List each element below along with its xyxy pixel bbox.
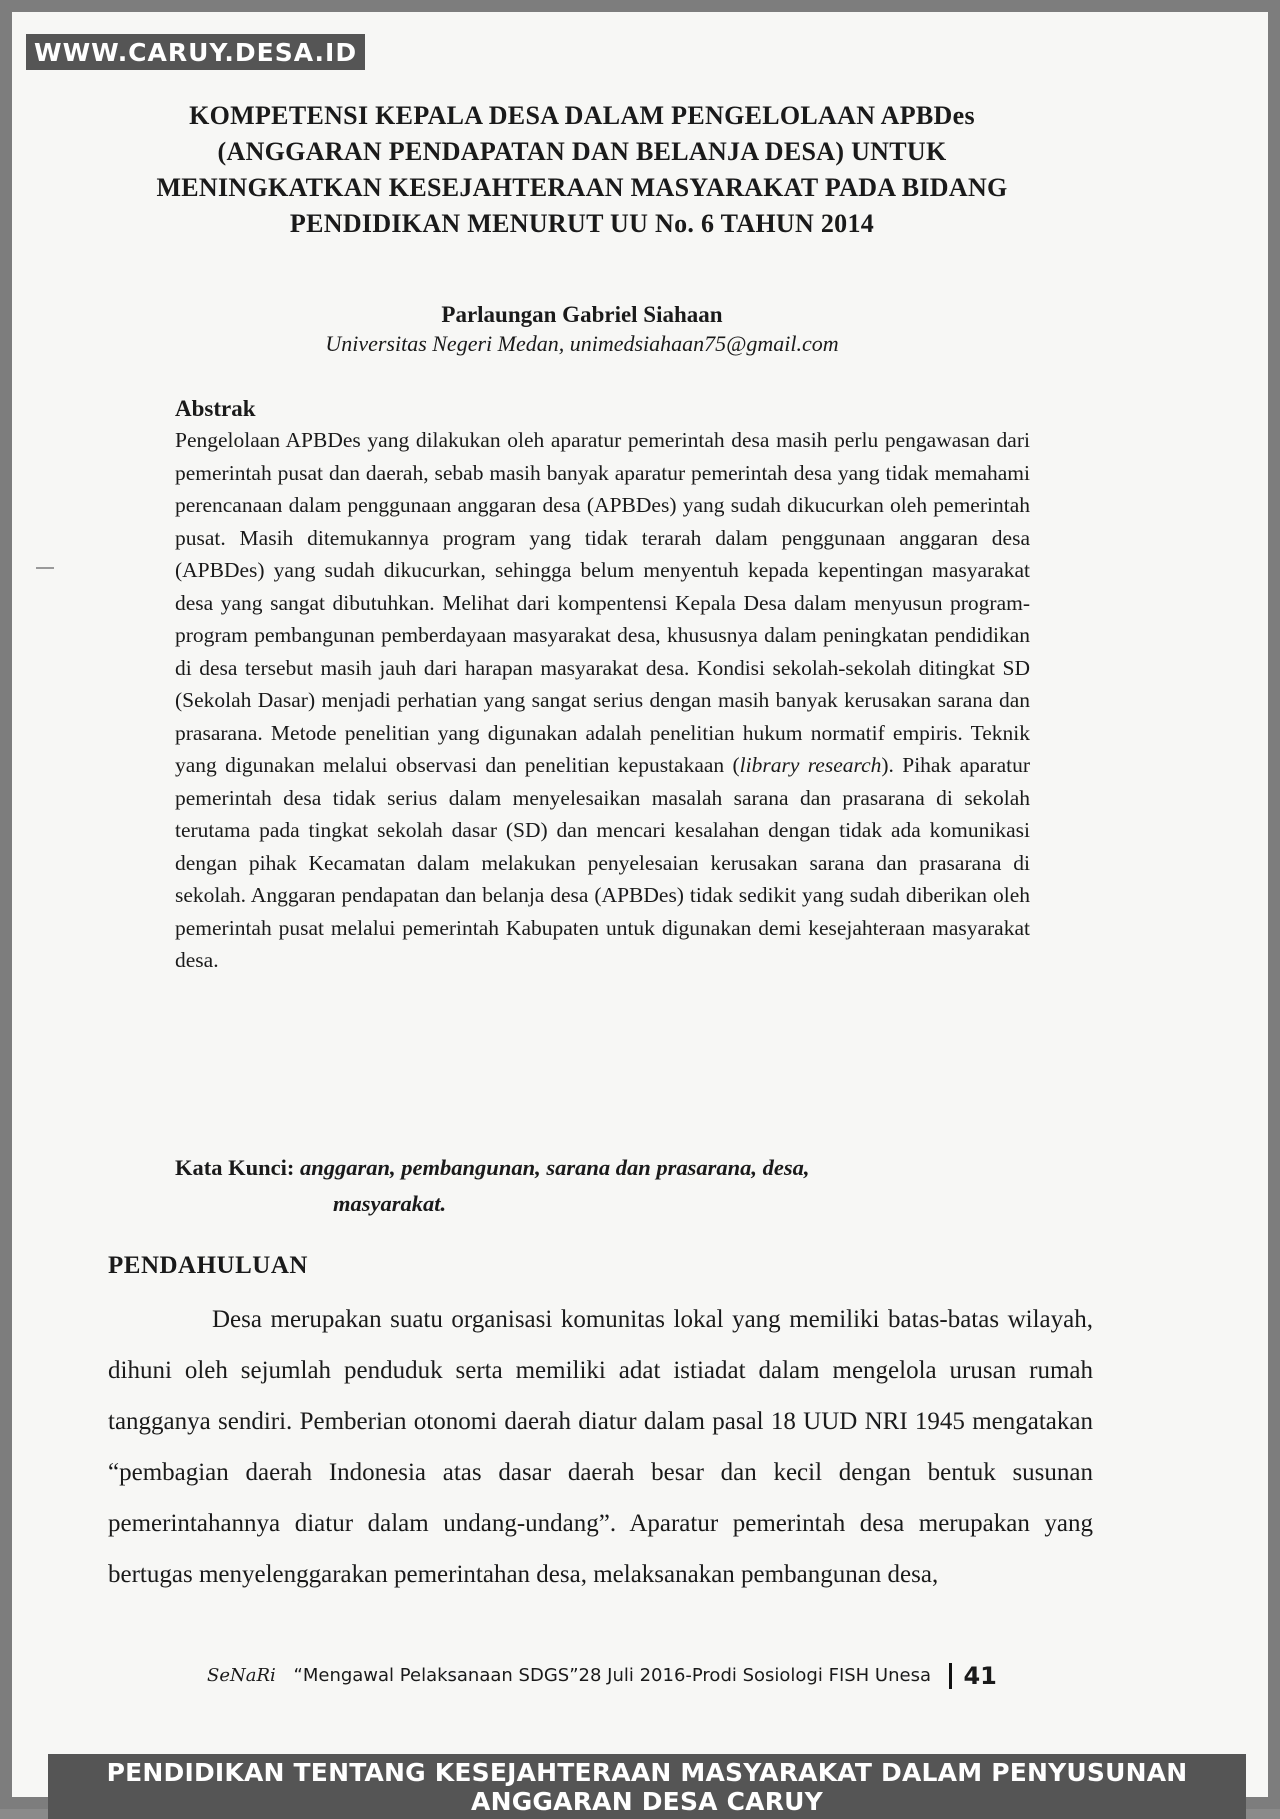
page-number: 41	[963, 1662, 997, 1690]
site-watermark-bottom: PENDIDIKAN TENTANG KESEJAHTERAAN MASYARAKAT DALAM PENYUSUNAN ANGGARAN DESA CARUY	[48, 1754, 1246, 1819]
title-line: KOMPETENSI KEPALA DESA DALAM PENGELOLAAN APBDes	[189, 101, 975, 130]
keywords	[175, 1150, 1005, 1222]
abstract-heading: Abstrak	[175, 396, 256, 421]
abstract-text: ). Pihak aparatur pemerintah desa tidak serius dalam menyelesaikan masalah sarana dan prasarana di sekolah terutama pada tingkat sekolah dasar (SD) dan mencari kesalahan dengan tidak ada komunikasi dengan pihak Kecamatan dalam melakukan penyelesaian kerusakan sarana dan prasarana di sekolah. Anggaran pendapatan dan belanja desa (APBDes) tidak sedikit yang sudah diberikan oleh pemerintah pusat melalui pemerintah Kabupaten untuk digunakan demi kesejahteraan masyarakat desa.	[175, 753, 1030, 972]
title-line: PENDIDIKAN MENURUT UU No. 6 TAHUN 2014	[289, 209, 875, 238]
keywords-list-cont: masyarakat.	[333, 1191, 447, 1216]
scan-artifact	[36, 567, 54, 569]
title-line: (ANGGARAN PENDAPATAN DAN BELANJA DESA) UNTUK	[217, 137, 947, 166]
keywords-label: Kata Kunci:	[175, 1155, 295, 1180]
author-name: Parlaungan Gabriel Siahaan	[441, 302, 723, 327]
intro-paragraph: Desa merupakan suatu organisasi komunitas lokal yang memiliki batas-batas wilayah, dihuni oleh sejumlah penduduk serta memiliki adat istiadat dalam mengelola urusan rumah tangganya sendiri. Pemberian otonomi daerah diatur dalam pasal 18 UUD NRI 1945 mengatakan “pembagian daerah Indonesia atas dasar daerah besar dan kecil dengan bentuk susunan pemerintahannya diatur dalam undang-undang”. Aparatur pemerintah desa merupakan yang bertugas menyelenggarakan pemerintahan desa, melaksanakan pembangunan desa,	[108, 1306, 1093, 1588]
paper-page	[12, 12, 1268, 1816]
author-affiliation: Universitas Negeri Medan, unimedsiahaan75@gmail.com	[325, 331, 839, 356]
abstract-text: Pengelolaan APBDes yang dilakukan oleh aparatur pemerintah desa masih perlu pengawasan dari pemerintah pusat dan daerah, sebab masih banyak aparatur pemerintah desa yang tidak memahami perencanaan dalam penggunaan anggaran desa (APBDes) yang sudah dikucurkan oleh pemerintah pusat. Masih ditemukannya program yang tidak terarah dalam penggunaan anggaran desa (APBDes) yang sudah dikucurkan, sehingga belum menyentuh kepada kepentingan masyarakat desa yang sangat dibutuhkan. Melihat dari kompentensi Kepala Desa dalam menyusun program-program pembangunan pemberdayaan masyarakat desa, khususnya dalam peningkatan pendidikan di desa tersebut masih jauh dari harapan masyarakat desa. Kondisi sekolah-sekolah ditingkat SD (Sekolah Dasar) menjadi perhatian yang sangat serius dengan masih banyak kerusakan sarana dan prasarana. Metode penelitian yang digunakan adalah penelitian hukum normatif empiris. Teknik yang digunakan melalui observasi dan penelitian kepustakaan (	[175, 428, 1030, 777]
section-heading: PENDAHULUAN	[108, 1252, 308, 1279]
page-footer	[207, 1662, 1117, 1690]
footer-divider	[949, 1663, 952, 1689]
abstract-italic-term: library research	[739, 753, 882, 777]
site-watermark-top: WWW.CARUY.DESA.ID	[26, 34, 365, 70]
footer-brand: SeNaRi	[207, 1665, 276, 1686]
title-line: MENINGKATKAN KESEJAHTERAAN MASYARAKAT PADA BIDANG	[156, 173, 1008, 202]
abstract-body	[175, 424, 1030, 977]
paper-title	[102, 98, 1062, 242]
keywords-list: anggaran, pembangunan, sarana dan prasarana, desa,	[300, 1155, 810, 1180]
footer-text: “Mengawal Pelaksanaan SDGS”28 Juli 2016-Prodi Sosiologi FISH Unesa	[293, 1665, 931, 1686]
